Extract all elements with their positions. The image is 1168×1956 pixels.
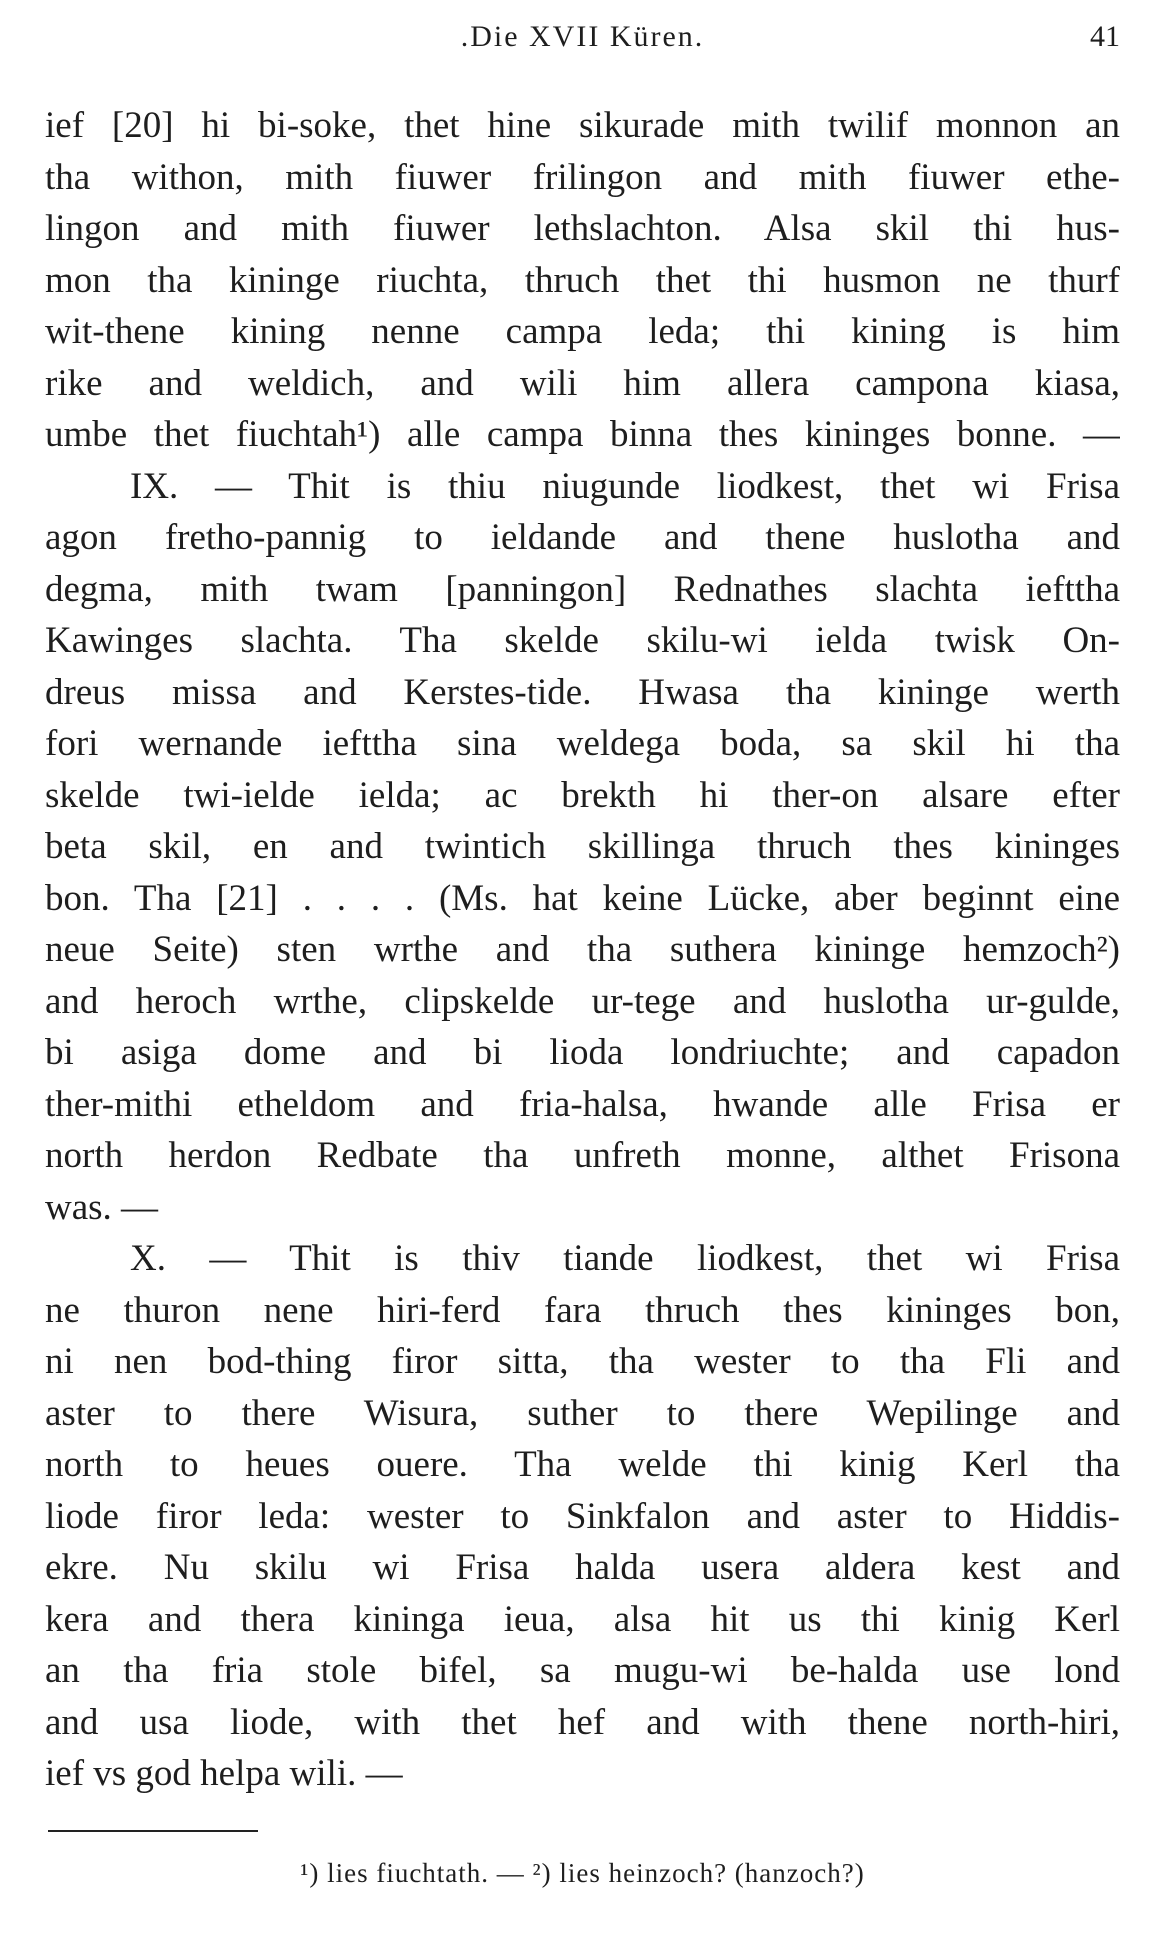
footnotes: ¹) lies fiuchtath. — ²) lies heinzoch? (hanzoch?) — [300, 1858, 865, 1888]
running-title: .Die XVII Küren. — [460, 20, 705, 53]
text-line: ief [20] hi bi-soke, thet hine sikurade mith twilif monnon an — [45, 105, 1120, 146]
running-head — [45, 20, 1120, 64]
text-line: beta skil, en and twintich skillinga thruch thes kininges — [45, 826, 1120, 867]
text-line: neue Seite) sten wrthe and tha suthera kininge hemzoch²) — [45, 929, 1120, 970]
footnote-divider — [48, 1830, 258, 1832]
text-line: ief vs god helpa wili. — — [45, 1753, 403, 1794]
text-line: mon tha kininge riuchta, thruch thet thi husmon ne thurf — [45, 259, 1120, 301]
text-line: dreus missa and Kerstes-tide. Hwasa tha kininge werth — [45, 671, 1120, 713]
text-line: ther-mithi etheldom and fria-halsa, hwande alle Frisa er — [45, 1083, 1120, 1125]
text-line: north herdon Redbate tha unfreth monne, althet Frisona — [45, 1135, 1120, 1176]
text-line: aster to there Wisura, suther to there Wepilinge and — [45, 1392, 1120, 1434]
text-line: umbe thet fiuchtah¹) alle campa binna thes kininges bonne. — — [45, 414, 1120, 455]
text-line: bi asiga dome and bi lioda londriuchte; and capadon — [45, 1032, 1120, 1073]
text-line: north to heues ouere. Tha welde thi kinig Kerl tha — [45, 1444, 1120, 1485]
text-line: ekre. Nu skilu wi Frisa halda usera aldera kest and — [45, 1547, 1120, 1588]
text-line: agon fretho-pannig to ieldande and thene huslotha and — [45, 517, 1120, 558]
text-line: degma, mith twam [panningon] Rednathes slachta iefttha — [45, 568, 1120, 610]
text-line: and heroch wrthe, clipskelde ur-tege and huslotha ur-gulde, — [45, 980, 1120, 1022]
text-line: tha withon, mith fiuwer frilingon and mith fiuwer ethe- — [45, 156, 1120, 198]
body-text — [45, 100, 1120, 1800]
text-line: Kawinges slachta. Tha skelde skilu-wi ielda twisk On- — [45, 620, 1120, 661]
text-line: liode firor leda: wester to Sinkfalon and aster to Hiddis- — [45, 1495, 1120, 1537]
text-line: wit-thene kining nenne campa leda; thi kining is him — [45, 311, 1120, 352]
text-line: ne thuron nene hiri-ferd fara thruch thes kininges bon, — [45, 1289, 1120, 1331]
text-line: was. — — [45, 1186, 159, 1228]
text-line: an tha fria stole bifel, sa mugu-wi be-halda use lond — [45, 1650, 1120, 1691]
text-line: rike and weldich, and wili him allera campona kiasa, — [45, 362, 1120, 404]
page-number: 41 — [1090, 20, 1120, 53]
text-line: skelde twi-ielde ielda; ac brekth hi ther-on alsare efter — [45, 774, 1120, 816]
text-line: lingon and mith fiuwer lethslachton. Alsa skil thi hus- — [45, 208, 1120, 249]
text-line: and usa liode, with thet hef and with thene north-hiri, — [45, 1701, 1120, 1743]
text-line: kera and thera kininga ieua, alsa hit us thi kinig Kerl — [45, 1598, 1120, 1640]
paragraph-x-start: X. — Thit is thiv tiande liodkest, thet wi Frisa — [130, 1238, 1120, 1279]
text-line: bon. Tha [21] . . . . (Ms. hat keine Lücke, aber beginnt eine — [45, 877, 1120, 919]
text-line: ni nen bod-thing firor sitta, tha wester to tha Fli and — [45, 1341, 1120, 1382]
paragraph-ix-start: IX. — Thit is thiu niugunde liodkest, thet wi Frisa — [130, 465, 1120, 507]
text-line: fori wernande iefttha sina weldega boda, sa skil hi tha — [45, 723, 1120, 764]
